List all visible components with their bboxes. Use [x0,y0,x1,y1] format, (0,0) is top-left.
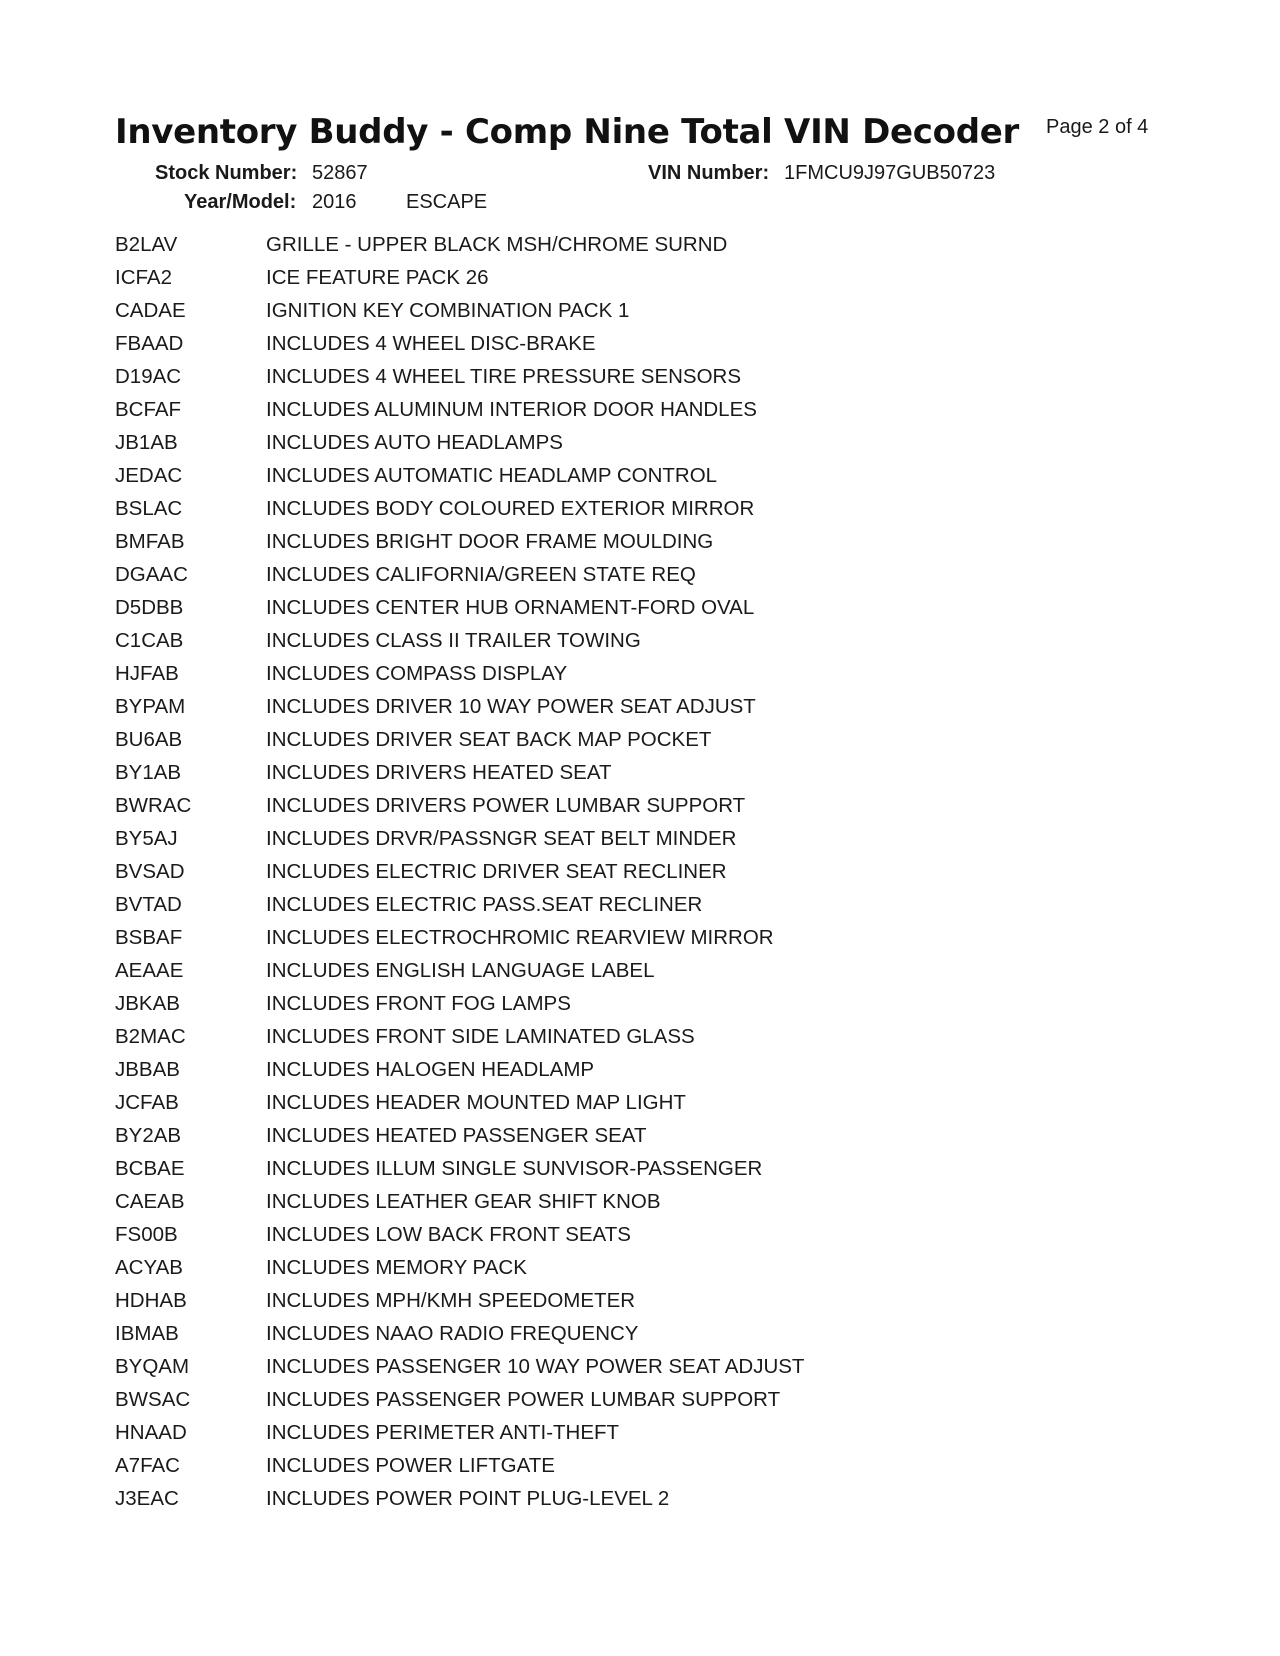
option-row [115,459,804,492]
option-description: INCLUDES 4 WHEEL DISC-BRAKE [266,332,596,355]
option-code: CADAE [115,299,186,322]
option-code: B2MAC [115,1025,186,1048]
option-row [115,294,804,327]
option-row [115,360,804,393]
vin-number-label [648,162,769,185]
option-description: INCLUDES HEATED PASSENGER SEAT [266,1124,647,1147]
option-code: FS00B [115,1223,178,1246]
option-code: ACYAB [115,1256,183,1279]
option-row [115,327,804,360]
option-description: INCLUDES MPH/KMH SPEEDOMETER [266,1289,636,1312]
year-value: 2016 [312,191,357,213]
option-description: INCLUDES ALUMINUM INTERIOR DOOR HANDLES [266,398,757,421]
stock-number-label-text: Stock Number: [155,162,298,184]
option-row [115,1449,804,1482]
option-description: INCLUDES COMPASS DISPLAY [266,662,568,685]
option-row [115,1185,804,1218]
option-description: INCLUDES DRIVERS HEATED SEAT [266,761,612,784]
option-code: A7FAC [115,1454,180,1477]
option-code: BY2AB [115,1124,182,1147]
option-row [115,1317,804,1350]
option-row [115,591,804,624]
option-code: BWRAC [115,794,192,817]
option-description: INCLUDES FRONT SIDE LAMINATED GLASS [266,1025,695,1048]
option-description: ICE FEATURE PACK 26 [266,266,489,289]
stock-number-label [155,162,297,185]
option-code: BSLAC [115,497,183,520]
option-description: INCLUDES LOW BACK FRONT SEATS [266,1223,631,1246]
option-code: FBAAD [115,332,184,355]
option-row [115,624,804,657]
option-description: INCLUDES DRIVERS POWER LUMBAR SUPPORT [266,794,746,817]
option-row [115,1053,804,1086]
option-code: ICFA2 [115,266,172,289]
option-description: INCLUDES LEATHER GEAR SHIFT KNOB [266,1190,661,1213]
option-description: INCLUDES ILLUM SINGLE SUNVISOR-PASSENGER [266,1157,763,1180]
option-row [115,855,804,888]
option-row [115,426,804,459]
option-row [115,1020,804,1053]
option-row [115,558,804,591]
option-code: BCFAF [115,398,182,421]
option-description: INCLUDES BODY COLOURED EXTERIOR MIRROR [266,497,755,520]
option-code: BWSAC [115,1388,191,1411]
option-description: INCLUDES 4 WHEEL TIRE PRESSURE SENSORS [266,365,742,388]
option-row [115,1218,804,1251]
option-description: INCLUDES DRIVER SEAT BACK MAP POCKET [266,728,712,751]
option-code: BY5AJ [115,827,178,850]
option-row [115,492,804,525]
option-code: BMFAB [115,530,185,553]
option-row [115,1251,804,1284]
option-code: BVSAD [115,860,185,883]
option-description: INCLUDES BRIGHT DOOR FRAME MOULDING [266,530,714,553]
page-number: Page 2 of 4 [1046,116,1149,138]
option-code: BSBAF [115,926,183,949]
option-description: INCLUDES FRONT FOG LAMPS [266,992,571,1015]
vin-number-value: 1FMCU9J97GUB50723 [784,162,996,184]
year-model-label-text: Year/Model: [184,191,297,213]
option-code: CAEAB [115,1190,185,1213]
option-code: IBMAB [115,1322,179,1345]
option-code: JB1AB [115,431,178,454]
vin-number-label-text: VIN Number: [648,162,770,184]
option-row [115,1086,804,1119]
option-row [115,723,804,756]
option-code: JBBAB [115,1058,180,1081]
option-code: HDHAB [115,1289,187,1312]
option-description: INCLUDES POWER POINT PLUG-LEVEL 2 [266,1487,670,1510]
option-row [115,1284,804,1317]
option-description: INCLUDES CALIFORNIA/GREEN STATE REQ [266,563,696,586]
option-row [115,921,804,954]
option-description: INCLUDES AUTO HEADLAMPS [266,431,563,454]
option-row [115,393,804,426]
option-row [115,1350,804,1383]
option-description: INCLUDES DRVR/PASSNGR SEAT BELT MINDER [266,827,737,850]
option-code: J3EAC [115,1487,179,1510]
option-description: INCLUDES ELECTROCHROMIC REARVIEW MIRROR [266,926,774,949]
option-code: DGAAC [115,563,188,586]
option-description: INCLUDES PASSENGER POWER LUMBAR SUPPORT [266,1388,781,1411]
option-row [115,888,804,921]
option-row [115,228,804,261]
option-code: BU6AB [115,728,183,751]
option-description: INCLUDES MEMORY PACK [266,1256,527,1279]
option-code: JCFAB [115,1091,179,1114]
option-row [115,1383,804,1416]
option-row [115,789,804,822]
option-row [115,690,804,723]
option-description: INCLUDES NAAO RADIO FREQUENCY [266,1322,639,1345]
option-code: B2LAV [115,233,178,256]
option-description: INCLUDES AUTOMATIC HEADLAMP CONTROL [266,464,718,487]
option-row [115,657,804,690]
option-description: INCLUDES HEADER MOUNTED MAP LIGHT [266,1091,686,1114]
option-description: INCLUDES CLASS II TRAILER TOWING [266,629,641,652]
option-code: BVTAD [115,893,182,916]
option-description: INCLUDES ENGLISH LANGUAGE LABEL [266,959,655,982]
option-code: JBKAB [115,992,180,1015]
option-description: INCLUDES ELECTRIC PASS.SEAT RECLINER [266,893,703,916]
option-description: INCLUDES POWER LIFTGATE [266,1454,555,1477]
option-row [115,525,804,558]
option-row [115,1482,804,1515]
option-code: D5DBB [115,596,184,619]
option-description: INCLUDES CENTER HUB ORNAMENT-FORD OVAL [266,596,755,619]
option-row [115,822,804,855]
option-code: BYQAM [115,1355,190,1378]
option-code-list [115,228,804,1515]
option-row [115,756,804,789]
option-row [115,1416,804,1449]
stock-number-value: 52867 [312,162,368,184]
option-description: INCLUDES PASSENGER 10 WAY POWER SEAT ADJUST [266,1355,805,1378]
option-code: HJFAB [115,662,179,685]
option-description: INCLUDES DRIVER 10 WAY POWER SEAT ADJUST [266,695,756,718]
page-title: Inventory Buddy - Comp Nine Total VIN Decoder [115,112,1019,152]
option-row [115,261,804,294]
year-model-label [184,191,296,214]
option-code: BYPAM [115,695,186,718]
option-code: AEAAE [115,959,184,982]
model-value: ESCAPE [406,191,488,213]
option-code: BCBAE [115,1157,185,1180]
option-code: HNAAD [115,1421,187,1444]
option-row [115,1119,804,1152]
option-code: BY1AB [115,761,182,784]
option-row [115,1152,804,1185]
option-description: IGNITION KEY COMBINATION PACK 1 [266,299,630,322]
option-code: D19AC [115,365,182,388]
option-code: JEDAC [115,464,183,487]
option-row [115,954,804,987]
option-row [115,987,804,1020]
option-description: INCLUDES HALOGEN HEADLAMP [266,1058,595,1081]
option-description: INCLUDES PERIMETER ANTI-THEFT [266,1421,620,1444]
option-description: GRILLE - UPPER BLACK MSH/CHROME SURND [266,233,728,256]
option-code: C1CAB [115,629,184,652]
option-description: INCLUDES ELECTRIC DRIVER SEAT RECLINER [266,860,727,883]
